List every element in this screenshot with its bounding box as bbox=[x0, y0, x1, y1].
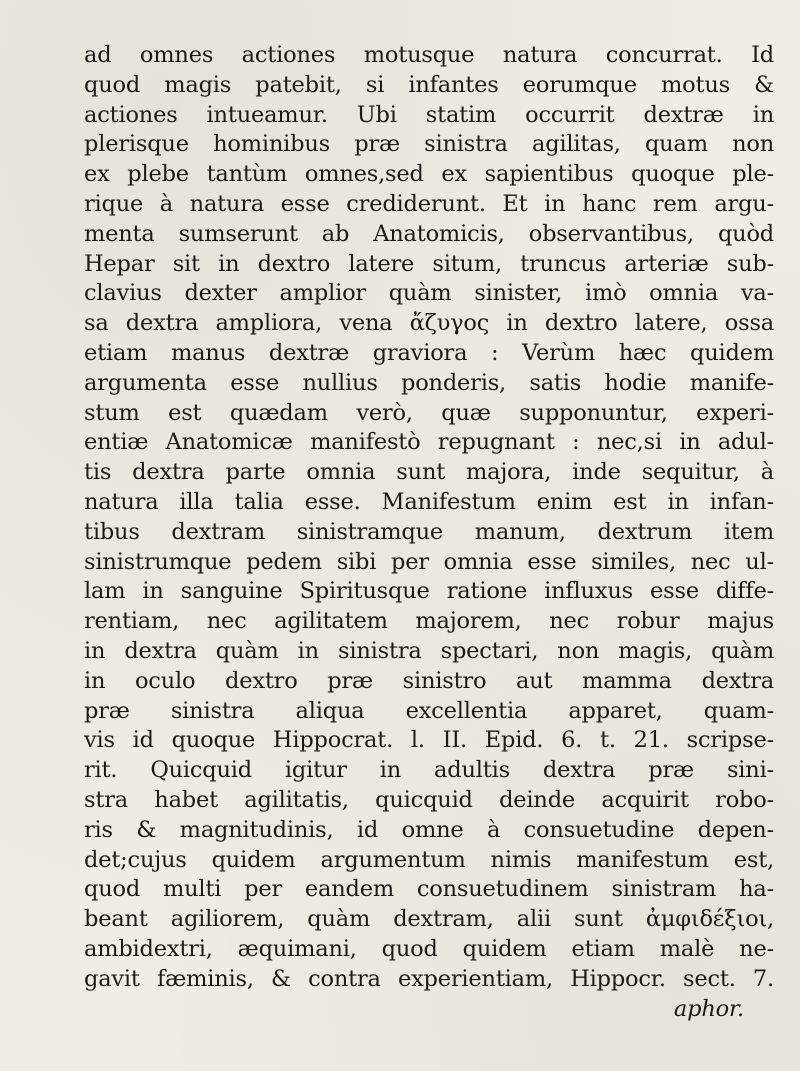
text-line: in oculo dextro præ sinistro aut mamma dextra bbox=[84, 667, 774, 694]
text-line: quod magis patebit, si infantes eorumque motus & bbox=[84, 71, 774, 98]
text-line: ambidextri, æquimani, quod quidem etiam malè ne- bbox=[84, 935, 774, 962]
text-line: det;cujus quidem argumentum nimis manifestum est, bbox=[84, 846, 774, 873]
text-line: ex plebe tantùm omnes,sed ex sapientibus quoque ple- bbox=[84, 161, 774, 188]
text-block bbox=[84, 41, 774, 1024]
text-line: plerisque hominibus præ sinistra agilitas, quam non bbox=[84, 131, 774, 158]
text-line: gavit fæminis, & contra experientiam, Hippocr. sect. 7. bbox=[84, 965, 774, 992]
text-line: entiæ Anatomicæ manifestò repugnant : nec,si in adul- bbox=[84, 429, 774, 456]
text-line: lam in sanguine Spiritusque ratione influxus esse diffe- bbox=[84, 578, 774, 605]
catchword: aphor. bbox=[673, 995, 744, 1022]
text-line: ad omnes actiones motusque natura concurrat. Id bbox=[84, 42, 774, 68]
text-line: stra habet agilitatis, quicquid deinde acquirit robo- bbox=[84, 786, 774, 813]
text-line: etiam manus dextræ graviora : Verùm hæc quidem bbox=[84, 339, 774, 366]
text-line: rique à natura esse crediderunt. Et in hanc rem argu- bbox=[84, 190, 774, 217]
text-line: in dextra quàm in sinistra spectari, non magis, quàm bbox=[84, 637, 774, 664]
text-line: quod multi per eandem consuetudinem sinistram ha- bbox=[84, 876, 774, 903]
text-line: ris & magnitudinis, id omne à consuetudine depen- bbox=[84, 816, 774, 843]
text-line: tis dextra parte omnia sunt majora, inde sequitur, à bbox=[84, 459, 774, 486]
text-line: beant agiliorem, quàm dextram, alii sunt ἀμφιδέξιοι, bbox=[84, 906, 774, 933]
text-line: vis id quoque Hippocrat. l. II. Epid. 6. t. 21. scripse- bbox=[84, 727, 774, 754]
text-line: actiones intueamur. Ubi statim occurrit dextræ in bbox=[84, 101, 774, 128]
text-line: argumenta esse nullius ponderis, satis hodie manife- bbox=[84, 369, 774, 396]
text-line: sa dextra ampliora, vena ἄζυγος in dextro latere, ossa bbox=[84, 310, 774, 337]
text-line: præ sinistra aliqua excellentia apparet, quam- bbox=[84, 697, 774, 724]
text-line: stum est quædam verò, quæ supponuntur, experi- bbox=[84, 399, 774, 426]
text-line: clavius dexter amplior quàm sinister, imò omnia va- bbox=[84, 280, 774, 307]
text-line: rentiam, nec agilitatem majorem, nec robur majus bbox=[84, 608, 774, 635]
text-line: sinistrumque pedem sibi per omnia esse similes, nec ul- bbox=[84, 548, 774, 575]
text-line: tibus dextram sinistramque manum, dextrum item bbox=[84, 518, 774, 545]
text-line: rit. Quicquid igitur in adultis dextra præ sini- bbox=[84, 757, 774, 784]
text-line: menta sumserunt ab Anatomicis, observantibus, quòd bbox=[84, 220, 774, 247]
text-line: Hepar sit in dextro latere situm, truncus arteriæ sub- bbox=[84, 250, 774, 277]
text-line: natura illa talia esse. Manifestum enim est in infan- bbox=[84, 488, 774, 515]
